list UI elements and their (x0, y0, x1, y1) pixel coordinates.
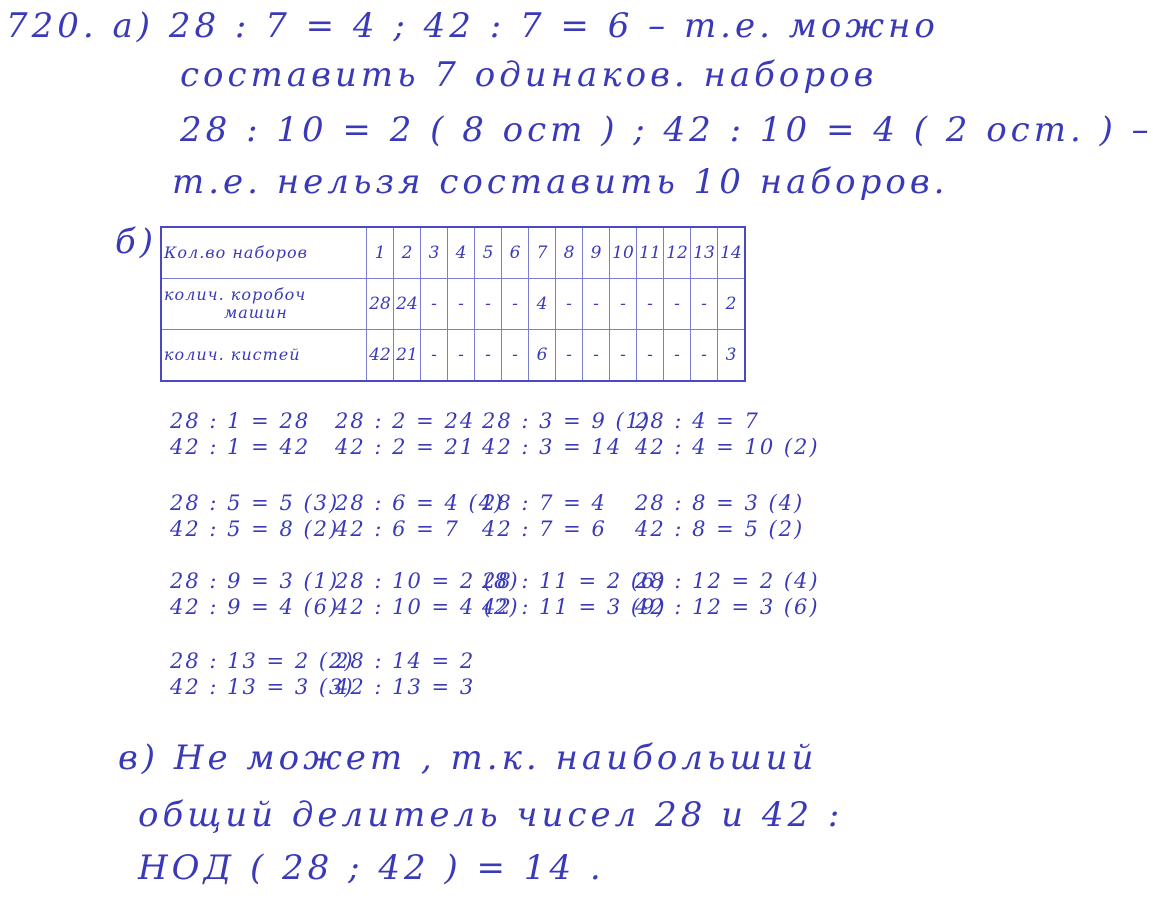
calc-block (335, 490, 504, 542)
calc-line: 42 : 6 = 7 (335, 517, 460, 541)
part-v-line-2: общий делитель чисел 28 и 42 : (138, 795, 844, 835)
calc-line: 42 : 4 = 10 (2) (635, 435, 820, 459)
calc-block (635, 490, 804, 542)
table-cell: 14 (718, 227, 746, 279)
table-cell: 3 (718, 330, 746, 382)
table-cell: 2 (718, 279, 746, 330)
calc-line: 28 : 5 = 5 (3) (170, 491, 340, 515)
table-cell: 6 (529, 330, 556, 382)
table-cell: 11 (637, 227, 664, 279)
calc-line: 42 : 5 = 8 (2) (170, 517, 340, 541)
calc-line: 42 : 1 = 42 (170, 435, 311, 459)
calc-line: 28 : 2 = 24 (335, 409, 476, 433)
calc-block (170, 408, 310, 460)
calc-line: 28 : 1 = 28 (170, 409, 311, 433)
row-label-cars-line-2: машин (224, 303, 288, 322)
calc-line: 42 : 7 = 6 (482, 517, 607, 541)
table-cell: 21 (394, 330, 421, 382)
table-cell: - (637, 279, 664, 330)
calc-block (335, 648, 475, 700)
table-cell: - (664, 330, 691, 382)
table-cell: - (583, 330, 610, 382)
part-v-line-3: НОД ( 28 ; 42 ) = 14 . (138, 848, 605, 888)
calc-line: 28 : 6 = 4 (4) (335, 491, 505, 515)
table-cell: 9 (583, 227, 610, 279)
calc-line: 42 : 9 = 4 (6) (170, 595, 340, 619)
table-cell: - (583, 279, 610, 330)
table-cell: - (556, 330, 583, 382)
calc-line: 28 : 3 = 9 (1) (482, 409, 652, 433)
calc-block (635, 568, 820, 620)
table-cell: - (610, 279, 637, 330)
calc-line: 42 : 8 = 5 (2) (635, 517, 805, 541)
table-cell: - (448, 330, 475, 382)
calc-line: 28 : 13 = 2 (2) (170, 649, 355, 673)
part-a-line-2: составить 7 одинаков. наборов (180, 55, 878, 95)
part-a-line-4: т.е. нельзя составить 10 наборов. (172, 162, 949, 202)
calc-block (170, 648, 355, 700)
table-cell: - (637, 330, 664, 382)
calc-line: 28 : 7 = 4 (482, 491, 607, 515)
table-cell: 10 (610, 227, 637, 279)
table-cell: 7 (529, 227, 556, 279)
calc-line: 42 : 10 = 4 (2) (335, 595, 520, 619)
table-cell: - (421, 330, 448, 382)
table-cell: - (664, 279, 691, 330)
calc-block (482, 408, 651, 460)
calc-line: 42 : 3 = 14 (482, 435, 623, 459)
table-cell: 2 (394, 227, 421, 279)
calc-line: 28 : 14 = 2 (335, 649, 476, 673)
row-label-cars (161, 279, 367, 330)
sets-table (160, 226, 746, 382)
table-row-brushes (161, 330, 745, 382)
table-cell: - (475, 279, 502, 330)
table-cell: 5 (475, 227, 502, 279)
calc-line: 28 : 11 = 2 (6) (482, 569, 667, 593)
part-v-line-1: в) Не может , т.к. наибольший (118, 738, 818, 778)
table-cell: - (556, 279, 583, 330)
calc-line: 42 : 2 = 21 (335, 435, 476, 459)
calc-line: 42 : 13 = 3 (3) (170, 675, 355, 699)
calc-line: 28 : 12 = 2 (4) (635, 569, 820, 593)
part-a-line-1: 720. а) 28 : 7 = 4 ; 42 : 7 = 6 – т.е. можно (6, 6, 939, 46)
table-cell: 8 (556, 227, 583, 279)
row-label-sets: Кол.во наборов (161, 227, 367, 279)
calc-line: 42 : 11 = 3 (9) (482, 595, 667, 619)
table-cell: 6 (502, 227, 529, 279)
table-cell: 1 (367, 227, 394, 279)
calc-block (635, 408, 820, 460)
table-cell: - (448, 279, 475, 330)
part-b-label: б) (115, 222, 158, 262)
table-cell: 24 (394, 279, 421, 330)
calc-line: 28 : 8 = 3 (4) (635, 491, 805, 515)
table-cell: 3 (421, 227, 448, 279)
table-cell: 28 (367, 279, 394, 330)
calc-block (482, 490, 607, 542)
table-cell: - (475, 330, 502, 382)
table-cell: - (421, 279, 448, 330)
calc-line: 42 : 13 = 3 (335, 675, 476, 699)
calc-line: 28 : 9 = 3 (1) (170, 569, 340, 593)
table-row-cars (161, 279, 745, 330)
calc-line: 42 : 12 = 3 (6) (635, 595, 820, 619)
table-cell: - (610, 330, 637, 382)
row-label-cars-line-1: колич. коробоч (164, 285, 307, 304)
table-cell: 13 (691, 227, 718, 279)
calc-block (170, 490, 339, 542)
calc-block (170, 568, 339, 620)
table-cell: 4 (448, 227, 475, 279)
table-cell: - (691, 330, 718, 382)
table-row-count (161, 227, 745, 279)
calc-line: 28 : 4 = 7 (635, 409, 760, 433)
calc-block (335, 408, 475, 460)
calc-line: 28 : 10 = 2 (8) (335, 569, 520, 593)
row-label-brushes: колич. кистей (161, 330, 367, 382)
table-cell: - (502, 330, 529, 382)
table-cell: 4 (529, 279, 556, 330)
part-a-line-3: 28 : 10 = 2 ( 8 ост ) ; 42 : 10 = 4 ( 2 ост. ) – (180, 110, 1153, 150)
table-cell: 42 (367, 330, 394, 382)
table-cell: 12 (664, 227, 691, 279)
table-cell: - (502, 279, 529, 330)
table-cell: - (691, 279, 718, 330)
